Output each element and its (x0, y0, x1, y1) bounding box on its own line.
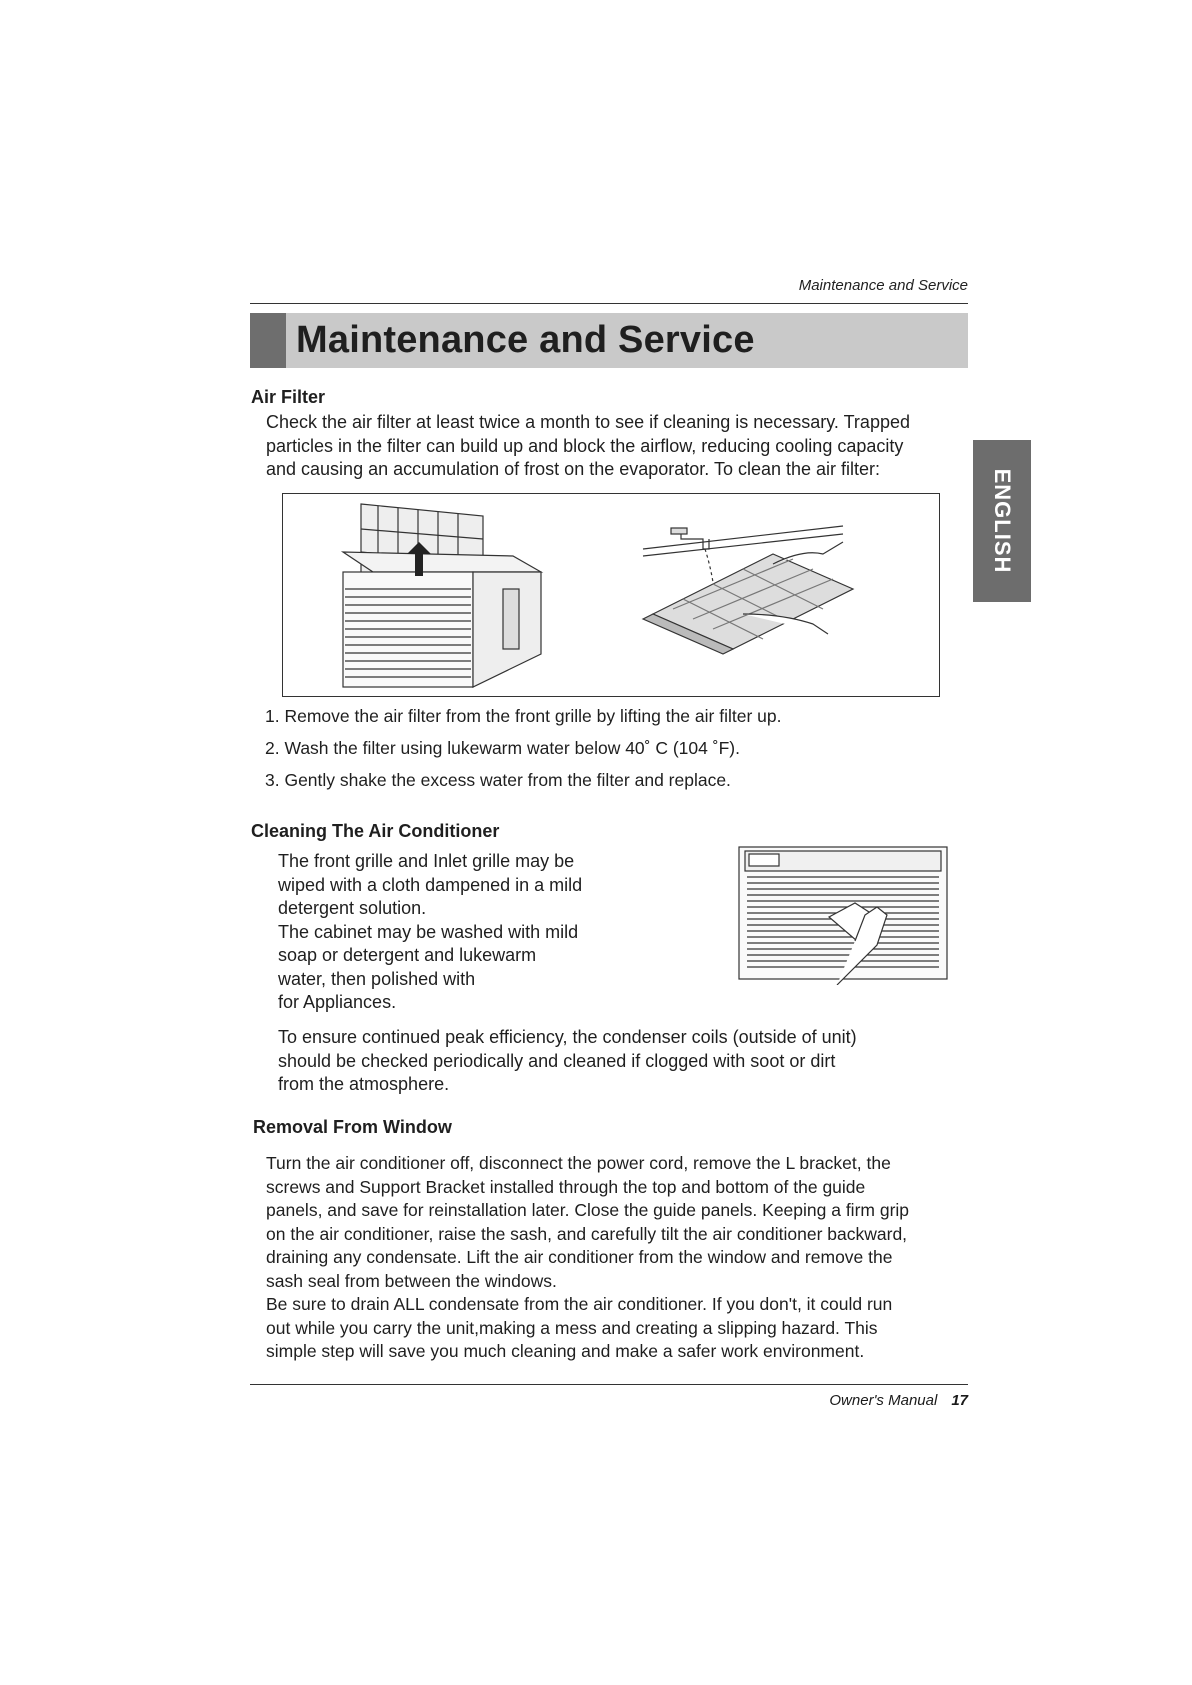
cleaning-text-line: wiped with a cloth dampened in a mild (278, 874, 583, 895)
cleaning-text-line: detergent solution. (278, 898, 427, 918)
filter-washing-illustration (643, 526, 853, 654)
removal-text-line: Turn the air conditioner off, disconnect the power cord, remove the L bracket, the (266, 1153, 891, 1173)
page-number: 17 (951, 1392, 968, 1409)
cleaning-text-line: water, then polished with (278, 968, 476, 989)
efficiency-text-line: To ensure continued peak efficiency, the condenser coils (outside of unit) (278, 1027, 857, 1047)
language-side-tab (973, 440, 1031, 602)
cleaning-text-line: The front grille and Inlet grille may be (278, 851, 575, 871)
cleaning-heading: Cleaning The Air Conditioner (251, 821, 500, 841)
air-filter-step: 1. Remove the air filter from the front grille by lifting the air filter up. (265, 706, 782, 726)
removal-text-line: out while you carry the unit,making a mess and creating a slipping hazard. This (266, 1317, 878, 1338)
header-rule (250, 303, 968, 304)
footer-label: Owner's Manual (829, 1392, 938, 1409)
page-title: Maintenance and Service (296, 319, 755, 361)
air-filter-heading: Air Filter (251, 387, 326, 407)
language-side-tab-label: ENGLISH (990, 468, 1015, 574)
cleaning-text (278, 850, 582, 1015)
removal-text-line: Be sure to drain ALL condensate from the air conditioner. If you don't, it could run (266, 1294, 893, 1314)
running-head: Maintenance and Service (798, 277, 968, 294)
page-footer (250, 1392, 968, 1409)
removal-text-line: screws and Support Bracket installed through the top and bottom of the guide (266, 1176, 866, 1197)
cleaning-text-line: soap or detergent and lukewarm (278, 945, 537, 965)
air-filter-illustrations (283, 494, 939, 696)
cleaning-text-line: for Appliances. (278, 992, 397, 1012)
cleaning-text-line: The cabinet may be washed with mild (278, 921, 579, 942)
removal-heading: Removal From Window (253, 1117, 452, 1137)
air-filter-intro-line: particles in the filter can build up and block the airflow, reducing cooling capacity (266, 435, 904, 456)
removal-text-line: sash seal from between the windows. (266, 1270, 557, 1291)
efficiency-text-line: should be checked periodically and cleaned if clogged with soot or dirt (278, 1050, 836, 1071)
removal-text-line: panels, and save for reinstallation later. Close the guide panels. Keeping a firm grip (266, 1200, 910, 1220)
efficiency-text (278, 1026, 857, 1097)
removal-text-line: draining any condensate. Lift the air conditioner from the window and remove the (266, 1247, 893, 1267)
cleaning-illustration (737, 845, 951, 985)
air-filter-intro-line: and causing an accumulation of frost on the evaporator. To clean the air filter: (266, 459, 881, 479)
filter-removal-illustration (343, 504, 541, 687)
removal-text-line: on the air conditioner, raise the sash, and carefully tilt the air conditioner backward, (266, 1223, 908, 1244)
air-filter-figure (282, 493, 940, 697)
title-accent-block (250, 313, 286, 368)
removal-text-line: simple step will save you much cleaning and make a safer work environment. (266, 1341, 865, 1361)
removal-text (266, 1152, 909, 1364)
air-filter-intro-line: Check the air filter at least twice a month to see if cleaning is necessary. Trapped (266, 412, 910, 432)
air-filter-step: 3. Gently shake the excess water from the filter and replace. (265, 770, 731, 790)
footer-rule (250, 1384, 968, 1385)
efficiency-text-line: from the atmosphere. (278, 1074, 450, 1094)
air-filter-intro (266, 411, 910, 482)
air-filter-step: 2. Wash the filter using lukewarm water below 40˚ C (104 ˚F). (265, 738, 740, 758)
